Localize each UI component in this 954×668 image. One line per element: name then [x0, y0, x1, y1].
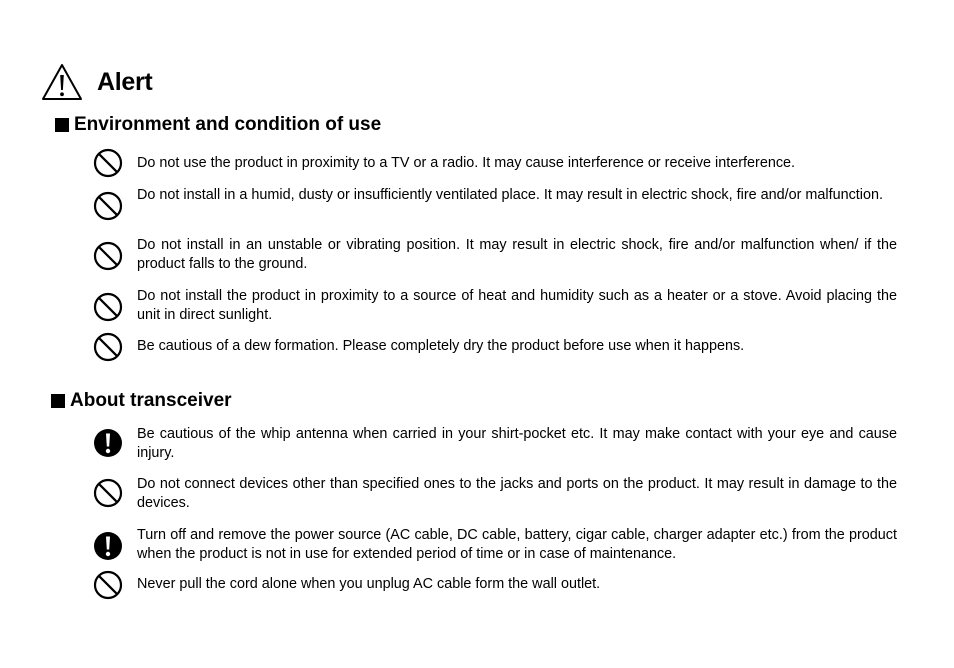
list-item	[92, 148, 897, 173]
prohibition-icon	[92, 240, 124, 272]
section-heading-text: Environment and condition of use	[74, 114, 382, 135]
item-text: Never pull the cord alone when you unplug AC cable form the wall outlet.	[137, 576, 601, 592]
mandatory-icon	[92, 530, 124, 562]
square-bullet-icon	[55, 118, 69, 132]
list-item	[92, 425, 897, 463]
prohibition-icon	[92, 291, 124, 323]
section-heading-environment	[55, 114, 381, 136]
item-text: Do not connect devices other than specified ones to the jacks and ports on the product. It may result in damage to the devices.	[137, 476, 897, 511]
item-text: Be cautious of a dew formation. Please completely dry the product before use when it happens.	[137, 338, 745, 354]
section-heading-transceiver	[51, 390, 232, 412]
prohibition-icon	[92, 569, 124, 601]
list-item	[92, 287, 897, 325]
item-text: Do not use the product in proximity to a TV or a radio. It may cause interference or receive interference.	[137, 155, 796, 171]
item-text: Be cautious of the whip antenna when carried in your shirt-pocket etc. It may make contact with your eye and cause injury.	[137, 426, 897, 461]
mandatory-icon	[92, 427, 124, 459]
prohibition-icon	[92, 331, 124, 363]
warning-triangle-icon	[41, 62, 83, 102]
square-bullet-icon	[51, 394, 65, 408]
prohibition-icon	[92, 477, 124, 509]
list-item	[92, 332, 897, 356]
list-item	[92, 570, 897, 594]
alert-title-row	[41, 62, 152, 102]
list-item	[92, 526, 897, 564]
list-item	[92, 186, 897, 205]
prohibition-icon	[92, 190, 124, 222]
section-heading-text: About transceiver	[70, 390, 232, 411]
list-item	[92, 236, 897, 274]
item-text: Do not install in an unstable or vibrating position. It may result in electric shock, fire and/or malfunction when/ if the product falls to the ground.	[137, 237, 897, 272]
item-text: Do not install in a humid, dusty or insufficiently ventilated place. It may result in electric shock, fire and/or malfunction.	[137, 187, 884, 203]
item-text: Turn off and remove the power source (AC cable, DC cable, battery, cigar cable, charger adapter etc.) from the product when the product is not in use for extended period of time or in case of maintenance.	[137, 527, 897, 562]
prohibition-icon	[92, 147, 124, 179]
page-title: Alert	[97, 67, 153, 96]
list-item	[92, 475, 897, 513]
item-text: Do not install the product in proximity to a source of heat and humidity such as a heater or a stove. Avoid placing the unit in direct sunlight.	[137, 288, 897, 323]
